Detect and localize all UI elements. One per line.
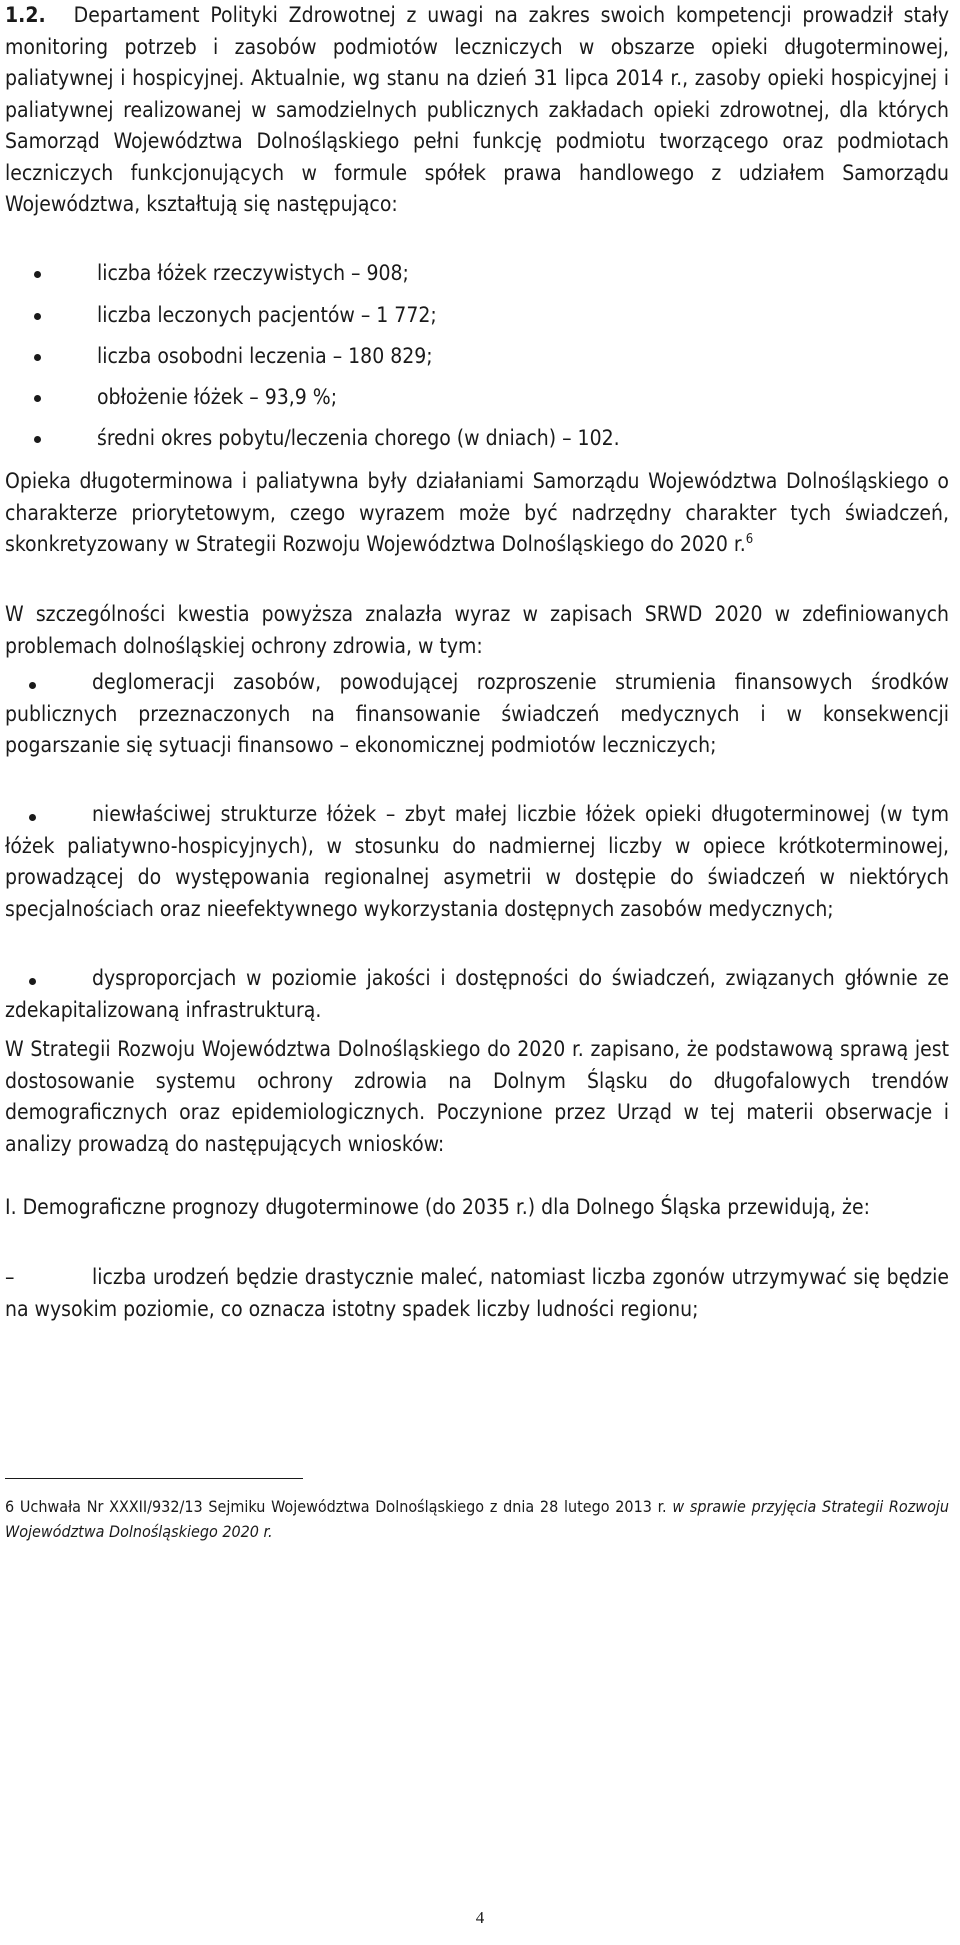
problem-text: deglomeracji zasobów, powodującej rozproszenie strumienia finansowych środków publicznych przeznaczonych na finansowanie świadczeń medycznych i w konsekwencji pogarszanie się sytuacji finansowo – ekonomicznej podmiotów leczniczych; (5, 670, 949, 757)
stat-text: liczba leczonych pacjentów – 1 772; (97, 303, 437, 327)
problem-item-deglomeration (5, 667, 949, 762)
strategy-paragraph (5, 1034, 949, 1160)
stat-text: liczba łóżek rzeczywistych – 908; (97, 261, 409, 285)
bullet-icon (34, 436, 41, 443)
footnote-ref: 6 (745, 532, 754, 547)
dash-item-births (5, 1262, 949, 1325)
bullet-icon (34, 271, 41, 278)
stat-text: obłożenie łóżek – 93,9 %; (97, 385, 338, 409)
demographic-paragraph (5, 1192, 949, 1224)
bullet-icon (29, 814, 36, 821)
bullet-icon (29, 978, 36, 985)
priority-paragraph (5, 466, 949, 561)
strategy-text: W Strategii Rozwoju Województwa Dolnośląskiego do 2020 r. zapisano, że podstawową sprawą jest dostosowanie systemu ochrony zdrowia na Dolnym Śląsku do długofalowych trendów demograficznych oraz epidemiologicznych. Poczynione przez Urząd w tej materii obserwacje i analizy prowadzą do następujących wniosków: (5, 1037, 949, 1156)
stat-text: liczba osobodni leczenia – 180 829; (97, 344, 433, 368)
problem-item-disproportion (5, 963, 949, 1026)
section-number: 1.2. (5, 3, 46, 27)
footnote (5, 1494, 949, 1544)
srwd-paragraph (5, 599, 949, 662)
bullet-icon (29, 682, 36, 689)
dash-marker: – (5, 1265, 15, 1289)
demographic-text: I. Demograficzne prognozy długoterminowe (do 2035 r.) dla Dolnego Śląska przewidują, że: (5, 1195, 870, 1219)
bullet-icon (34, 313, 41, 320)
srwd-text: W szczególności kwestia powyższa znalazła wyraz w zapisach SRWD 2020 w zdefiniowanych problemach dolnośląskiej ochrony zdrowia, w tym: (5, 602, 949, 658)
bullet-icon (34, 395, 41, 402)
bullet-icon (34, 354, 41, 361)
footnote-text: Uchwała Nr XXXII/932/13 Sejmiku Województwa Dolnośląskiego z dnia 28 lutego 2013 r. (19, 1497, 667, 1516)
stat-text: średni okres pobytu/leczenia chorego (w dniach) – 102. (97, 426, 620, 450)
intro-paragraph (5, 0, 949, 221)
problem-item-bed-structure (5, 799, 949, 925)
page-number: 4 (475, 1908, 485, 1927)
dash-item-text: liczba urodzeń będzie drastycznie maleć, natomiast liczba zgonów utrzymywać się będzie na wysokim poziomie, co oznacza istotny spadek liczby ludności regionu; (5, 1265, 949, 1321)
footnote-italic-text: w sprawie przyjęcia Strategii Rozwoju Województwa Dolnośląskiego 2020 r. (5, 1497, 949, 1541)
problem-text: dysproporcjach w poziomie jakości i dostępności do świadczeń, związanych głównie ze zdekapitalizowaną infrastrukturą. (5, 966, 949, 1022)
problem-text: niewłaściwej strukturze łóżek – zbyt małej liczbie łóżek opieki długoterminowej (w tym łóżek paliatywno-hospicyjnych), w stosunku do nadmiernej liczby w opiece krótkoterminowej, prowadzącej do występowania regionalnej asymetrii w dostępie do świadczeń w niektórych specjalnościach oraz nieefektywnego wykorzystania dostępnych zasobów medycznych; (5, 802, 949, 921)
intro-text: Departament Polityki Zdrowotnej z uwagi na zakres swoich kompetencji prowadził stały monitoring potrzeb i zasobów podmiotów leczniczych w obszarze opieki długoterminowej, paliatywnej i hospicyjnej. Aktualnie, wg stanu na dzień 31 lipca 2014 r., zasoby opieki hospicyjnej i paliatywnej realizowanej w samodzielnych publicznych zakładach opieki zdrowotnej, dla których Samorząd Województwa Dolnośląskiego pełni funkcję podmiotu tworzącego oraz podmiotach leczniczych funkcjonujących w formule spółek prawa handlowego z udziałem Samorządu Województwa, kształtują się następująco: (5, 3, 949, 216)
priority-text: Opieka długoterminowa i paliatywna były działaniami Samorządu Województwa Dolnośląskiego o charakterze priorytetowym, czego wyrazem może być nadrzędny charakter tych świadczeń, skonkretyzowany w Strategii Rozwoju Województwa Dolnośląskiego do 2020 r. (5, 469, 949, 556)
footnote-divider (5, 1478, 303, 1479)
footnote-number: 6 (5, 1497, 15, 1516)
